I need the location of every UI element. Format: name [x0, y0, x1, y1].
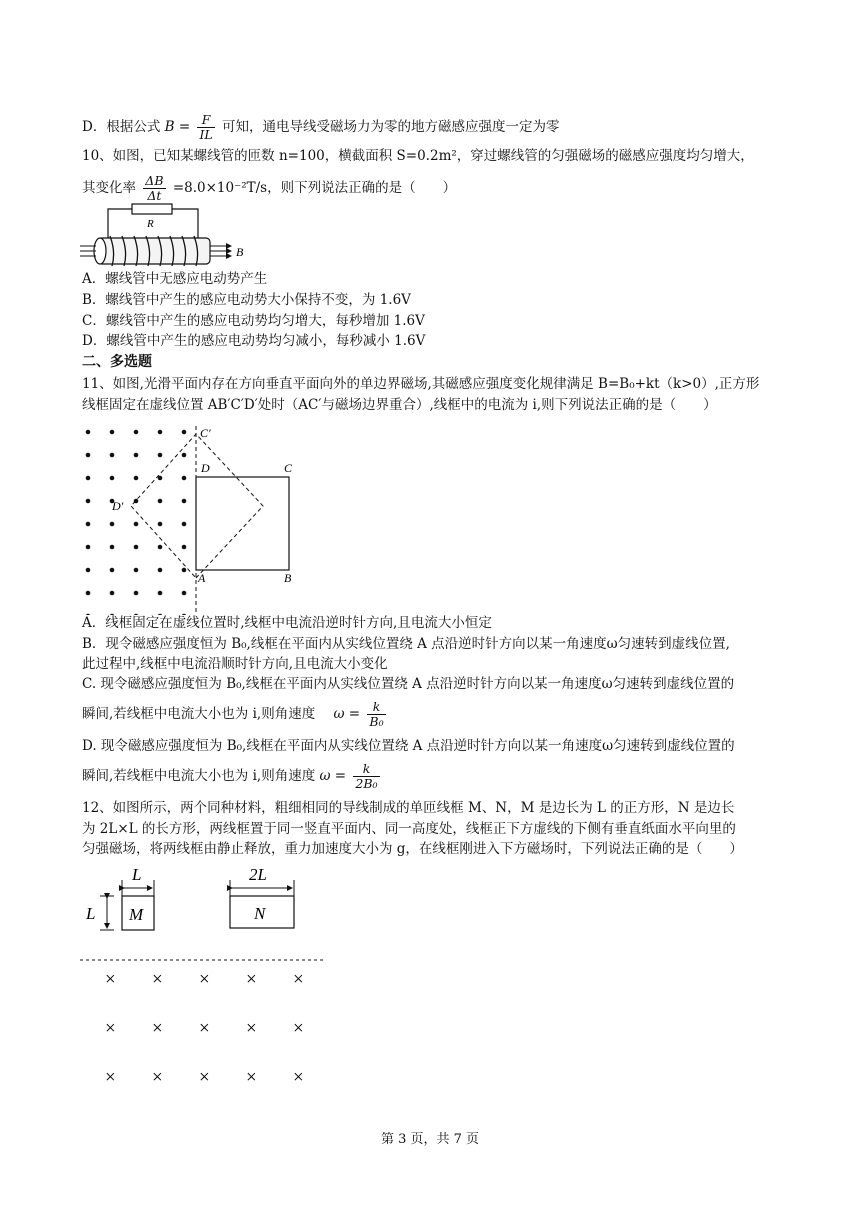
field-dot: [86, 522, 91, 527]
q11-option-c-num: k: [367, 700, 385, 715]
q10-option-c: C．螺线管中产生的感应电动势均匀增大，每秒增加 1.6V: [82, 313, 425, 329]
magnetic-field-square-figure: [78, 420, 308, 615]
q11-line2: 线框固定在虚线位置 AB′C′D′处时（AC′与磁场边界重合）,线框中的电流为 i,则下列说法正确的是（ ）: [82, 397, 717, 413]
section-title-multiple-choice: 二、多选题: [82, 354, 152, 370]
q10-rate-num: ΔB: [145, 173, 164, 188]
field-dot: [158, 568, 163, 573]
field-dot: [86, 545, 91, 550]
field-dot: [158, 430, 163, 435]
field-into-page-crosses: [105, 969, 304, 1088]
field-dot: [134, 568, 139, 573]
field-cross: ×: [105, 1067, 116, 1088]
field-dot: [134, 545, 139, 550]
field-cross: ×: [246, 969, 257, 990]
field-dot: [182, 430, 187, 435]
solenoid-body: [98, 238, 210, 264]
q11-option-c-text: 瞬间,若线框中电流大小也为 i,则角速度: [82, 706, 316, 722]
field-dot: [110, 568, 115, 573]
q11-option-d-line2: [82, 762, 383, 791]
field-dot: [158, 591, 163, 596]
q9-formula-num: F: [197, 113, 214, 128]
dashed-frame: [131, 434, 263, 578]
field-cross: ×: [152, 1067, 163, 1088]
m-width-label: L: [132, 865, 142, 884]
q11-option-d-lhs: ω =: [319, 768, 347, 784]
falling-frames-figure: [78, 862, 338, 1092]
q11-option-c-den: B₀: [369, 714, 384, 729]
field-dot: [182, 522, 187, 527]
q10-rate-den: Δt: [147, 188, 162, 203]
q9-option-d-prefix: D．根据公式: [82, 119, 161, 135]
q12-line1: 12、如图所示，两个同种材料，粗细相同的导线制成的单匝线框 M、N，M 是边长为 L 的正方形，N 是边长: [82, 800, 735, 816]
field-out-dots: [86, 430, 187, 615]
q12-line3: 匀强磁场，将两线框由静止释放，重力加速度大小为 g，在线框刚进入下方磁场时，下列说法正确的是（ ）: [82, 841, 743, 857]
field-dot: [86, 430, 91, 435]
q12-line2: 为 2L×L 的长方形，两线框置于同一竖直平面内、同一高度处，线框正下方虚线的下侧有垂直纸面水平向里的: [82, 821, 736, 837]
q11-option-a: A．线框固定在虚线位置时,线框中电流沿逆时针方向,且电流大小恒定: [82, 615, 492, 631]
frame-n-label: N: [254, 904, 266, 923]
field-cross: ×: [246, 1018, 257, 1039]
solid-frame: [196, 477, 289, 570]
field-cross: ×: [293, 1067, 304, 1088]
field-dot: [134, 522, 139, 527]
field-dot: [134, 476, 139, 481]
field-dot: [182, 545, 187, 550]
field-label: B: [236, 245, 244, 259]
resistor-label: R: [147, 218, 154, 230]
field-dot: [110, 591, 115, 596]
field-dot: [86, 476, 91, 481]
q9-option-d-suffix: 可知，通电导线受磁场力为零的地方磁感应强度一定为零: [222, 119, 560, 135]
field-dot: [158, 545, 163, 550]
field-cross: ×: [293, 969, 304, 990]
q10-line2-suffix: =8.0×10⁻²T/s，则下列说法正确的是（ ）: [172, 180, 457, 196]
q11-option-c-line1: C. 现令磁感应强度恒为 B₀,线框在平面内从实线位置绕 A 点沿逆时针方向以某一角速度ω匀速转到虚线位置的: [82, 676, 735, 692]
q9-formula-fraction: [197, 113, 214, 142]
field-cross: ×: [199, 1067, 210, 1088]
field-dot: [110, 522, 115, 527]
field-cross: ×: [199, 969, 210, 990]
field-dot: [182, 499, 187, 504]
label-d: D: [201, 461, 210, 475]
field-dot: [182, 591, 187, 596]
q11-option-c-lhs: ω =: [333, 706, 361, 722]
field-cross: ×: [199, 1018, 210, 1039]
q11-line1: 11、如图,光滑平面内存在方向垂直平面向外的单边界磁场,其磁感应强度变化规律满足 B=B₀+kt（k>0）,正方形: [82, 376, 760, 392]
frame-m-label: M: [129, 905, 144, 924]
field-dot: [86, 499, 91, 504]
field-dot: [182, 568, 187, 573]
field-cross: ×: [246, 1067, 257, 1088]
q11-option-d-text: 瞬间,若线框中电流大小也为 i,则角速度: [82, 768, 316, 784]
q10-line2-prefix: 其变化率: [82, 180, 136, 196]
q11-option-c-line2: [82, 700, 389, 729]
q11-option-b-line2: 此过程中,线框中电流沿顺时针方向,且电流大小变化: [82, 656, 388, 672]
resistor: [132, 204, 172, 214]
field-cross: ×: [152, 969, 163, 990]
q10-option-b: B．螺线管中产生的感应电动势大小保持不变，为 1.6V: [82, 292, 411, 308]
field-dot: [110, 453, 115, 458]
m-height-label: L: [86, 904, 96, 923]
field-dot: [182, 453, 187, 458]
field-cross: ×: [105, 1018, 116, 1039]
field-dot: [86, 591, 91, 596]
label-c: C: [284, 461, 293, 475]
q11-option-c-fraction: [367, 700, 385, 729]
field-cross: ×: [152, 1018, 163, 1039]
field-dot: [158, 453, 163, 458]
label-d-prime: D′: [112, 499, 124, 513]
q9-formula-lhs: B: [164, 119, 175, 135]
q9-option-d: D．根据公式 B = $\frac{F}{IL}$ 可知，通电导线受磁场力为零的地方磁感应强度一定为零: [82, 112, 560, 142]
field-dot: [158, 522, 163, 527]
field-dot: [110, 430, 115, 435]
field-dot: [134, 453, 139, 458]
q11-option-d-fraction: [353, 762, 379, 791]
q11-option-d-num: k: [353, 762, 379, 777]
field-dot: [110, 545, 115, 550]
q10-line1: 10、如图，已知某螺线管的匝数 n=100，横截面积 S=0.2m²，穿过螺线管的匀强磁场的磁感应强度均匀增大，: [82, 148, 754, 164]
field-dot: [134, 591, 139, 596]
label-b: B: [284, 571, 292, 585]
q11-option-b-line1: B．现令磁感应强度恒为 B₀,线框在平面内从实线位置绕 A 点沿逆时针方向以某一角速度ω匀速转到虚线位置,: [82, 636, 730, 652]
q10-option-d: D．螺线管中产生的感应电动势均匀减小，每秒减小 1.6V: [82, 333, 426, 349]
label-c-prime: C′: [200, 426, 211, 440]
label-a: A: [198, 571, 206, 585]
solenoid-figure: [80, 200, 250, 268]
field-dot: [134, 430, 139, 435]
q10-option-a: A．螺线管中无感应电动势产生: [82, 271, 268, 287]
q9-formula-den: IL: [199, 127, 213, 142]
field-cross: ×: [293, 1018, 304, 1039]
q10-line2: [82, 174, 456, 203]
field-dot: [182, 476, 187, 481]
q11-option-d-den: 2B₀: [355, 776, 378, 791]
field-dot: [86, 568, 91, 573]
q10-rate-fraction: [143, 174, 165, 203]
page-footer: 第 3 页，共 7 页: [380, 1132, 480, 1147]
field-cross: ×: [105, 969, 116, 990]
field-dot: [86, 453, 91, 458]
q11-option-d-line1: D. 现令磁感应强度恒为 B₀,线框在平面内从实线位置绕 A 点沿逆时针方向以某一角速度ω匀速转到虚线位置的: [82, 738, 735, 754]
field-dot: [110, 476, 115, 481]
n-width-label: 2L: [249, 865, 267, 884]
field-dot: [158, 499, 163, 504]
